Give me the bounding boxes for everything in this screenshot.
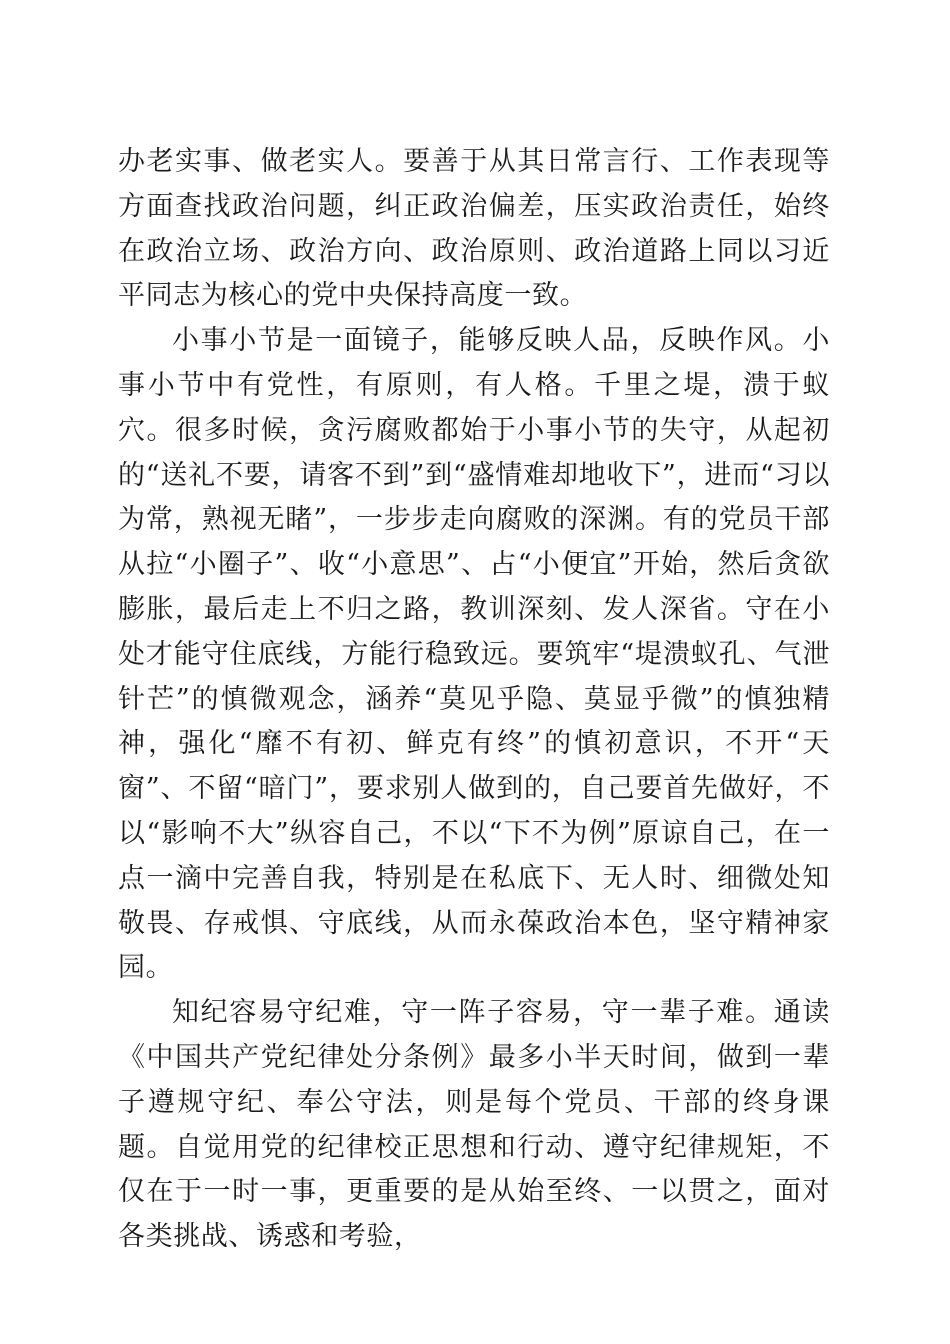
paragraph-small-matters: 小事小节是一面镜子，能够反映人品，反映作风。小事小节中有党性，有原则，有人格。千里之堤，溃于蚁穴。很多时候，贪污腐败都始于小事小节的失守，从起初的“送礼不要，请客不到”到“盛情难却地收下”，进而“习以为常，熟视无睹”，一步步走向腐败的深渊。有的党员干部从拉“小圈子”、收“小意思”、占“小便宜”开始，然后贪欲膨胀，最后走上不归之路，教训深刻、发人深省。守在小处才能守住底线，方能行稳致远。要筑牢“堤溃蚁孔、气泄针芒”的慎微观念，涵养“莫见乎隐、莫显乎微”的慎独精神，强化“靡不有初、鲜克有终”的慎初意识，不开“天窗”、不留“暗门”，要求别人做到的，自己要首先做好，不以“影响不大”纵容自己，不以“下不为例”原谅自己，在一点一滴中完善自我，特别是在私底下、无人时、细微处知敬畏、存戒惧、守底线，从而永葆政治本色，坚守精神家园。 (118, 325, 830, 984)
paragraph-discipline: 知纪容易守纪难，守一阵子容易，守一辈子难。通读《中国共产党纪律处分条例》最多小半天时间，做到一辈子遵规守纪、奉公守法，则是每个党员、干部的终身课题。自觉用党的纪律校正思想和行动、遵守纪律规矩，不仅在于一时一事，更重要的是从始至终、一以贯之，面对各类挑战、诱惑和考验， (118, 997, 830, 1253)
paragraph-continuation: 办老实事、做老实人。要善于从其日常言行、工作表现等方面查找政治问题，纠正政治偏差，压实政治责任，始终在政治立场、政治方向、政治原则、政治道路上同以习近平同志为核心的党中央保持高度一致。 (118, 146, 830, 312)
document-body (118, 140, 830, 1260)
